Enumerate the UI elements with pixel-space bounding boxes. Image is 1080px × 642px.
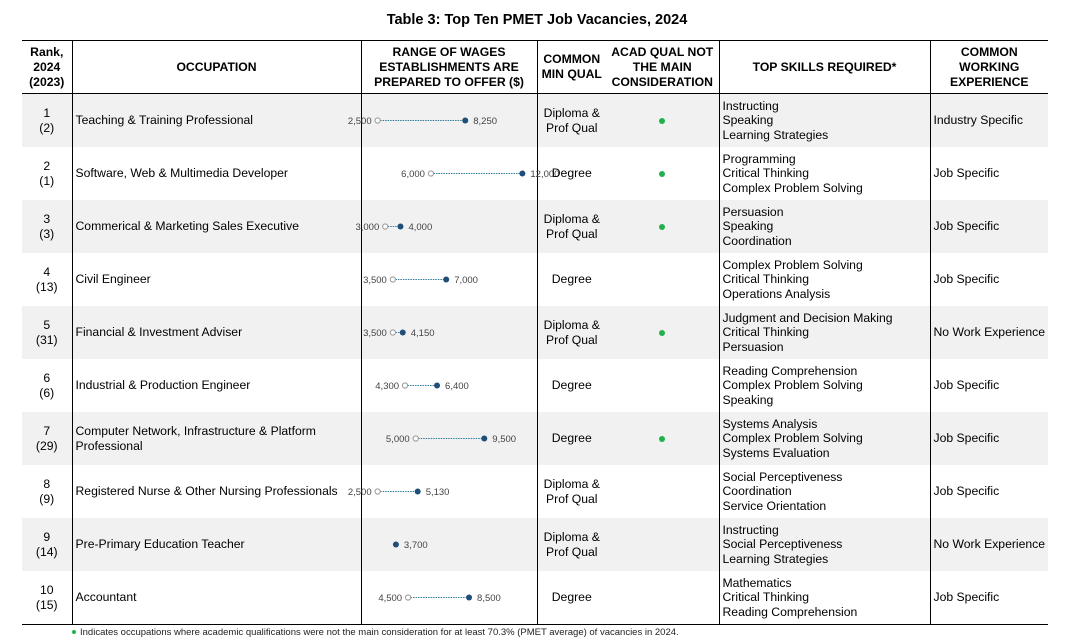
wage-low-dot: [382, 224, 387, 229]
skill-item: Critical Thinking: [722, 272, 809, 287]
wage-dumbbell: [362, 147, 559, 200]
wage-range-cell: [361, 518, 537, 571]
skill-item: Programming: [722, 151, 796, 166]
skills-cell: [719, 253, 930, 306]
acad-qual-cell: [606, 465, 719, 518]
green-dot-icon: [659, 224, 665, 230]
wage-high-dot: [462, 118, 468, 124]
skill-item: Coordination: [722, 484, 792, 499]
wage-high-dot: [399, 330, 405, 336]
occupation-name: Accountant: [75, 590, 137, 605]
table-row: [22, 200, 1048, 253]
green-dot-icon: [659, 330, 665, 336]
wage-low-dot: [428, 171, 433, 176]
wage-high-label: 7,000: [453, 275, 478, 286]
occupation-cell: [72, 253, 361, 306]
skills-cell: [719, 147, 930, 200]
skills-cell: [719, 306, 930, 359]
rank-2023: (2): [39, 120, 55, 135]
wage-high-dot: [519, 171, 525, 177]
min-qual-cell: [537, 359, 606, 412]
rank-cell: [22, 465, 72, 518]
rank-2024: 9: [43, 529, 51, 544]
occupation-name: Commerical & Marketing Sales Executive: [75, 219, 300, 234]
skills-cell: [719, 465, 930, 518]
wage-low-label: 5,000: [385, 434, 410, 445]
min-qual-cell: [537, 571, 606, 625]
acad-qual-cell: [606, 94, 719, 148]
wage-range-cell: [361, 571, 537, 625]
occupation-cell: [72, 359, 361, 412]
wage-high-dot: [466, 595, 472, 601]
rank-cell: [22, 571, 72, 625]
wage-high-dot: [443, 277, 449, 283]
wage-high-label: 3,700: [403, 540, 428, 551]
table-title: Table 3: Top Ten PMET Job Vacancies, 2024: [386, 12, 688, 28]
wage-dumbbell: [362, 306, 538, 359]
experience-cell: Job Specific: [930, 200, 1048, 253]
acad-qual-cell: [606, 253, 719, 306]
min-qual-text: Diploma &: [543, 105, 600, 120]
rank-2023: (31): [35, 332, 58, 347]
min-qual-cell: [537, 200, 606, 253]
rank-cell: [22, 147, 72, 200]
wage-dumbbell: [362, 518, 538, 571]
min-qual-cell: [537, 465, 606, 518]
experience-cell: Job Specific: [930, 253, 1048, 306]
min-qual-text: Degree: [551, 272, 592, 287]
acad-qual-cell: [606, 571, 719, 625]
wage-low-dot: [390, 330, 395, 335]
rank-2024: 10: [39, 582, 54, 597]
experience-cell: Job Specific: [930, 147, 1048, 200]
min-qual-text: Prof Qual: [546, 226, 598, 241]
rank-2024: 2: [43, 158, 51, 173]
wage-range-cell: [347, 94, 537, 148]
skill-item: Complex Problem Solving: [722, 180, 863, 195]
occupation-name: Professional: [75, 438, 143, 453]
table-row: [22, 359, 1048, 412]
wage-dumbbell: [347, 94, 538, 147]
experience-cell: Job Specific: [930, 359, 1048, 412]
skill-item: Instructing: [722, 522, 779, 537]
rank-2024: 3: [43, 211, 51, 226]
skill-item: Systems Analysis: [722, 416, 818, 431]
footnote: [72, 627, 679, 638]
min-qual-cell: [537, 306, 606, 359]
wage-low-label: 4,500: [377, 593, 402, 604]
header-occupation: OCCUPATION: [72, 41, 361, 94]
min-qual-text: Diploma &: [543, 211, 600, 226]
wage-dumbbell: [362, 412, 538, 465]
acad-qual-cell: [606, 412, 719, 465]
min-qual-text: Prof Qual: [546, 332, 598, 347]
experience-cell: Job Specific: [930, 412, 1048, 465]
wage-dumbbell: [362, 253, 538, 306]
header-wages: RANGE OF WAGES ESTABLISHMENTS ARE PREPARED TO OFFER ($): [361, 41, 537, 94]
min-qual-text: Degree: [551, 166, 592, 181]
table-row: [22, 147, 1048, 200]
acad-qual-cell: [606, 147, 719, 200]
min-qual-cell: [537, 518, 606, 571]
header-min-qual: COMMON MIN QUAL: [537, 41, 606, 94]
wage-range-cell: [361, 359, 537, 412]
experience-cell: Job Specific: [930, 465, 1048, 518]
rank-2023: (29): [35, 438, 58, 453]
min-qual-cell: [537, 94, 606, 148]
experience-cell: Job Specific: [930, 571, 1048, 625]
wage-dumbbell: [362, 359, 538, 412]
skill-item: Learning Strategies: [722, 127, 829, 142]
wage-low-label: 3,500: [362, 328, 387, 339]
wage-high-dot: [481, 436, 487, 442]
min-qual-text: Degree: [551, 378, 592, 393]
acad-qual-cell: [606, 518, 719, 571]
green-dot-icon: [659, 171, 665, 177]
wage-range-cell: [361, 412, 537, 465]
skills-cell: [719, 200, 930, 253]
rank-2023: (15): [35, 597, 58, 612]
experience-cell: No Work Experience: [930, 306, 1048, 359]
rank-2024: 7: [43, 423, 51, 438]
occupation-name: Civil Engineer: [75, 272, 151, 287]
rank-2024: 5: [43, 317, 51, 332]
occupation-cell: [72, 147, 361, 200]
wage-range-cell: [361, 306, 537, 359]
wage-high-label: 8,250: [472, 116, 497, 127]
wage-low-label: 4,300: [374, 381, 399, 392]
acad-qual-cell: [606, 200, 719, 253]
skill-item: Speaking: [722, 113, 774, 128]
skill-item: Critical Thinking: [722, 166, 809, 181]
skill-item: Persuasion: [722, 204, 784, 219]
wage-dumbbell: [362, 571, 538, 624]
wage-range-cell: [361, 147, 559, 200]
occupation-cell: [72, 200, 361, 253]
skill-item: Systems Evaluation: [722, 445, 830, 460]
header-rank: Rank, 2024 (2023): [22, 41, 72, 94]
wage-high-dot: [414, 489, 420, 495]
wage-high-label: 9,500: [491, 434, 516, 445]
rank-cell: [22, 94, 72, 148]
skills-cell: [719, 518, 930, 571]
wage-high-label: 4,000: [407, 222, 432, 233]
occupation-cell: [72, 571, 361, 625]
footnote-text: Indicates occupations where academic qualifications were not the main consideration for at least 70.3% (PMET average) of vacancies in 2024.: [80, 627, 679, 638]
skill-item: Operations Analysis: [722, 286, 831, 301]
occupation-cell: [72, 518, 361, 571]
green-dot-icon: [659, 436, 665, 442]
wage-high-dot: [392, 542, 398, 548]
occupation-cell: [72, 412, 361, 465]
table-row: [22, 465, 1048, 518]
skill-item: Reading Comprehension: [722, 604, 858, 619]
rank-2024: 4: [43, 264, 51, 279]
table-row: [22, 253, 1048, 306]
vacancies-table: [22, 40, 1048, 625]
wage-high-dot: [397, 224, 403, 230]
skill-item: Coordination: [722, 233, 792, 248]
table-row: [22, 306, 1048, 359]
skill-item: Complex Problem Solving: [722, 257, 863, 272]
occupation-name: Software, Web & Multimedia Developer: [75, 166, 288, 181]
wage-low-dot: [413, 436, 418, 441]
experience-cell: No Work Experience: [930, 518, 1048, 571]
wage-low-dot: [375, 489, 380, 494]
rank-2024: 1: [43, 105, 51, 120]
min-qual-text: Prof Qual: [546, 544, 598, 559]
occupation-name: Financial & Investment Adviser: [75, 325, 243, 340]
wage-high-label: 8,500: [476, 593, 501, 604]
skill-item: Mathematics: [722, 575, 792, 590]
acad-qual-cell: [606, 359, 719, 412]
rank-2023: (6): [39, 385, 55, 400]
wage-low-label: 2,500: [347, 487, 372, 498]
wage-low-label: 2,500: [347, 116, 372, 127]
wage-low-dot: [405, 595, 410, 600]
header-row: [22, 41, 1048, 94]
occupation-cell: [72, 306, 361, 359]
table-row: [22, 571, 1048, 625]
acad-qual-cell: [606, 306, 719, 359]
header-skills: TOP SKILLS REQUIRED*: [719, 41, 930, 94]
occupation-name: Pre-Primary Education Teacher: [75, 537, 245, 552]
wage-low-dot: [402, 383, 407, 388]
min-qual-text: Diploma &: [543, 476, 600, 491]
wage-low-label: 3,000: [354, 222, 379, 233]
wage-low-dot: [390, 277, 395, 282]
min-qual-text: Degree: [551, 590, 592, 605]
wage-dumbbell: [354, 200, 538, 253]
skill-item: Reading Comprehension: [722, 363, 858, 378]
skills-cell: [719, 94, 930, 148]
skills-cell: [719, 571, 930, 625]
min-qual-text: Degree: [551, 431, 592, 446]
header-experience: COMMON WORKING EXPERIENCE: [930, 41, 1048, 94]
skill-item: Complex Problem Solving: [722, 431, 863, 446]
wage-low-dot: [375, 118, 380, 123]
min-qual-text: Prof Qual: [546, 491, 598, 506]
skill-item: Speaking: [722, 392, 774, 407]
skill-item: Critical Thinking: [722, 590, 809, 605]
rank-2023: (1): [39, 173, 55, 188]
rank-2023: (3): [39, 226, 55, 241]
green-dot-icon: [659, 118, 665, 124]
occupation-name: Registered Nurse & Other Nursing Professionals: [75, 484, 338, 499]
occupation-name: Computer Network, Infrastructure & Platform: [75, 423, 316, 438]
skill-item: Service Orientation: [722, 498, 827, 513]
wage-low-label: 6,000: [400, 169, 425, 180]
wage-high-label: 6,400: [444, 381, 469, 392]
rank-2023: (14): [35, 544, 58, 559]
green-dot-icon: [72, 630, 76, 634]
skill-item: Critical Thinking: [722, 325, 809, 340]
min-qual-text: Diploma &: [543, 317, 600, 332]
occupation-cell: [72, 94, 361, 148]
min-qual-cell: [537, 412, 606, 465]
min-qual-text: Diploma &: [543, 529, 600, 544]
rank-2023: (13): [35, 279, 58, 294]
wage-dumbbell: [347, 465, 538, 518]
table-row: [22, 94, 1048, 148]
table-row: [22, 518, 1048, 571]
skill-item: Speaking: [722, 219, 774, 234]
rank-2023: (9): [39, 491, 55, 506]
wage-high-label: 12,000: [529, 169, 559, 180]
wage-high-label: 5,130: [425, 487, 449, 498]
experience-cell: Industry Specific: [930, 94, 1048, 148]
rank-2024: 6: [43, 370, 51, 385]
skill-item: Instructing: [722, 98, 779, 113]
skill-item: Complex Problem Solving: [722, 378, 863, 393]
rank-cell: [22, 253, 72, 306]
rank-cell: [22, 518, 72, 571]
table-body: [22, 94, 1048, 625]
skill-item: Social Perceptiveness: [722, 537, 843, 552]
rank-2024: 8: [43, 476, 51, 491]
occupation-name: Industrial & Production Engineer: [75, 378, 251, 393]
wage-low-label: 3,500: [362, 275, 387, 286]
wage-range-cell: [347, 465, 537, 518]
wage-high-dot: [434, 383, 440, 389]
skill-item: Judgment and Decision Making: [722, 310, 893, 325]
skill-item: Learning Strategies: [722, 551, 829, 566]
min-qual-cell: [537, 253, 606, 306]
rank-cell: [22, 200, 72, 253]
rank-cell: [22, 359, 72, 412]
skills-cell: [719, 412, 930, 465]
header-acad-qual: ACAD QUAL NOT THE MAIN CONSIDERATION: [606, 41, 719, 94]
skill-item: Persuasion: [722, 339, 784, 354]
min-qual-text: Prof Qual: [546, 120, 598, 135]
wage-high-label: 4,150: [410, 328, 435, 339]
wage-range-cell: [354, 200, 537, 253]
skill-item: Social Perceptiveness: [722, 469, 843, 484]
skills-cell: [719, 359, 930, 412]
table-row: [22, 412, 1048, 465]
occupation-cell: [72, 465, 361, 518]
rank-cell: [22, 412, 72, 465]
occupation-name: Teaching & Training Professional: [75, 113, 253, 128]
rank-cell: [22, 306, 72, 359]
wage-range-cell: [361, 253, 537, 306]
